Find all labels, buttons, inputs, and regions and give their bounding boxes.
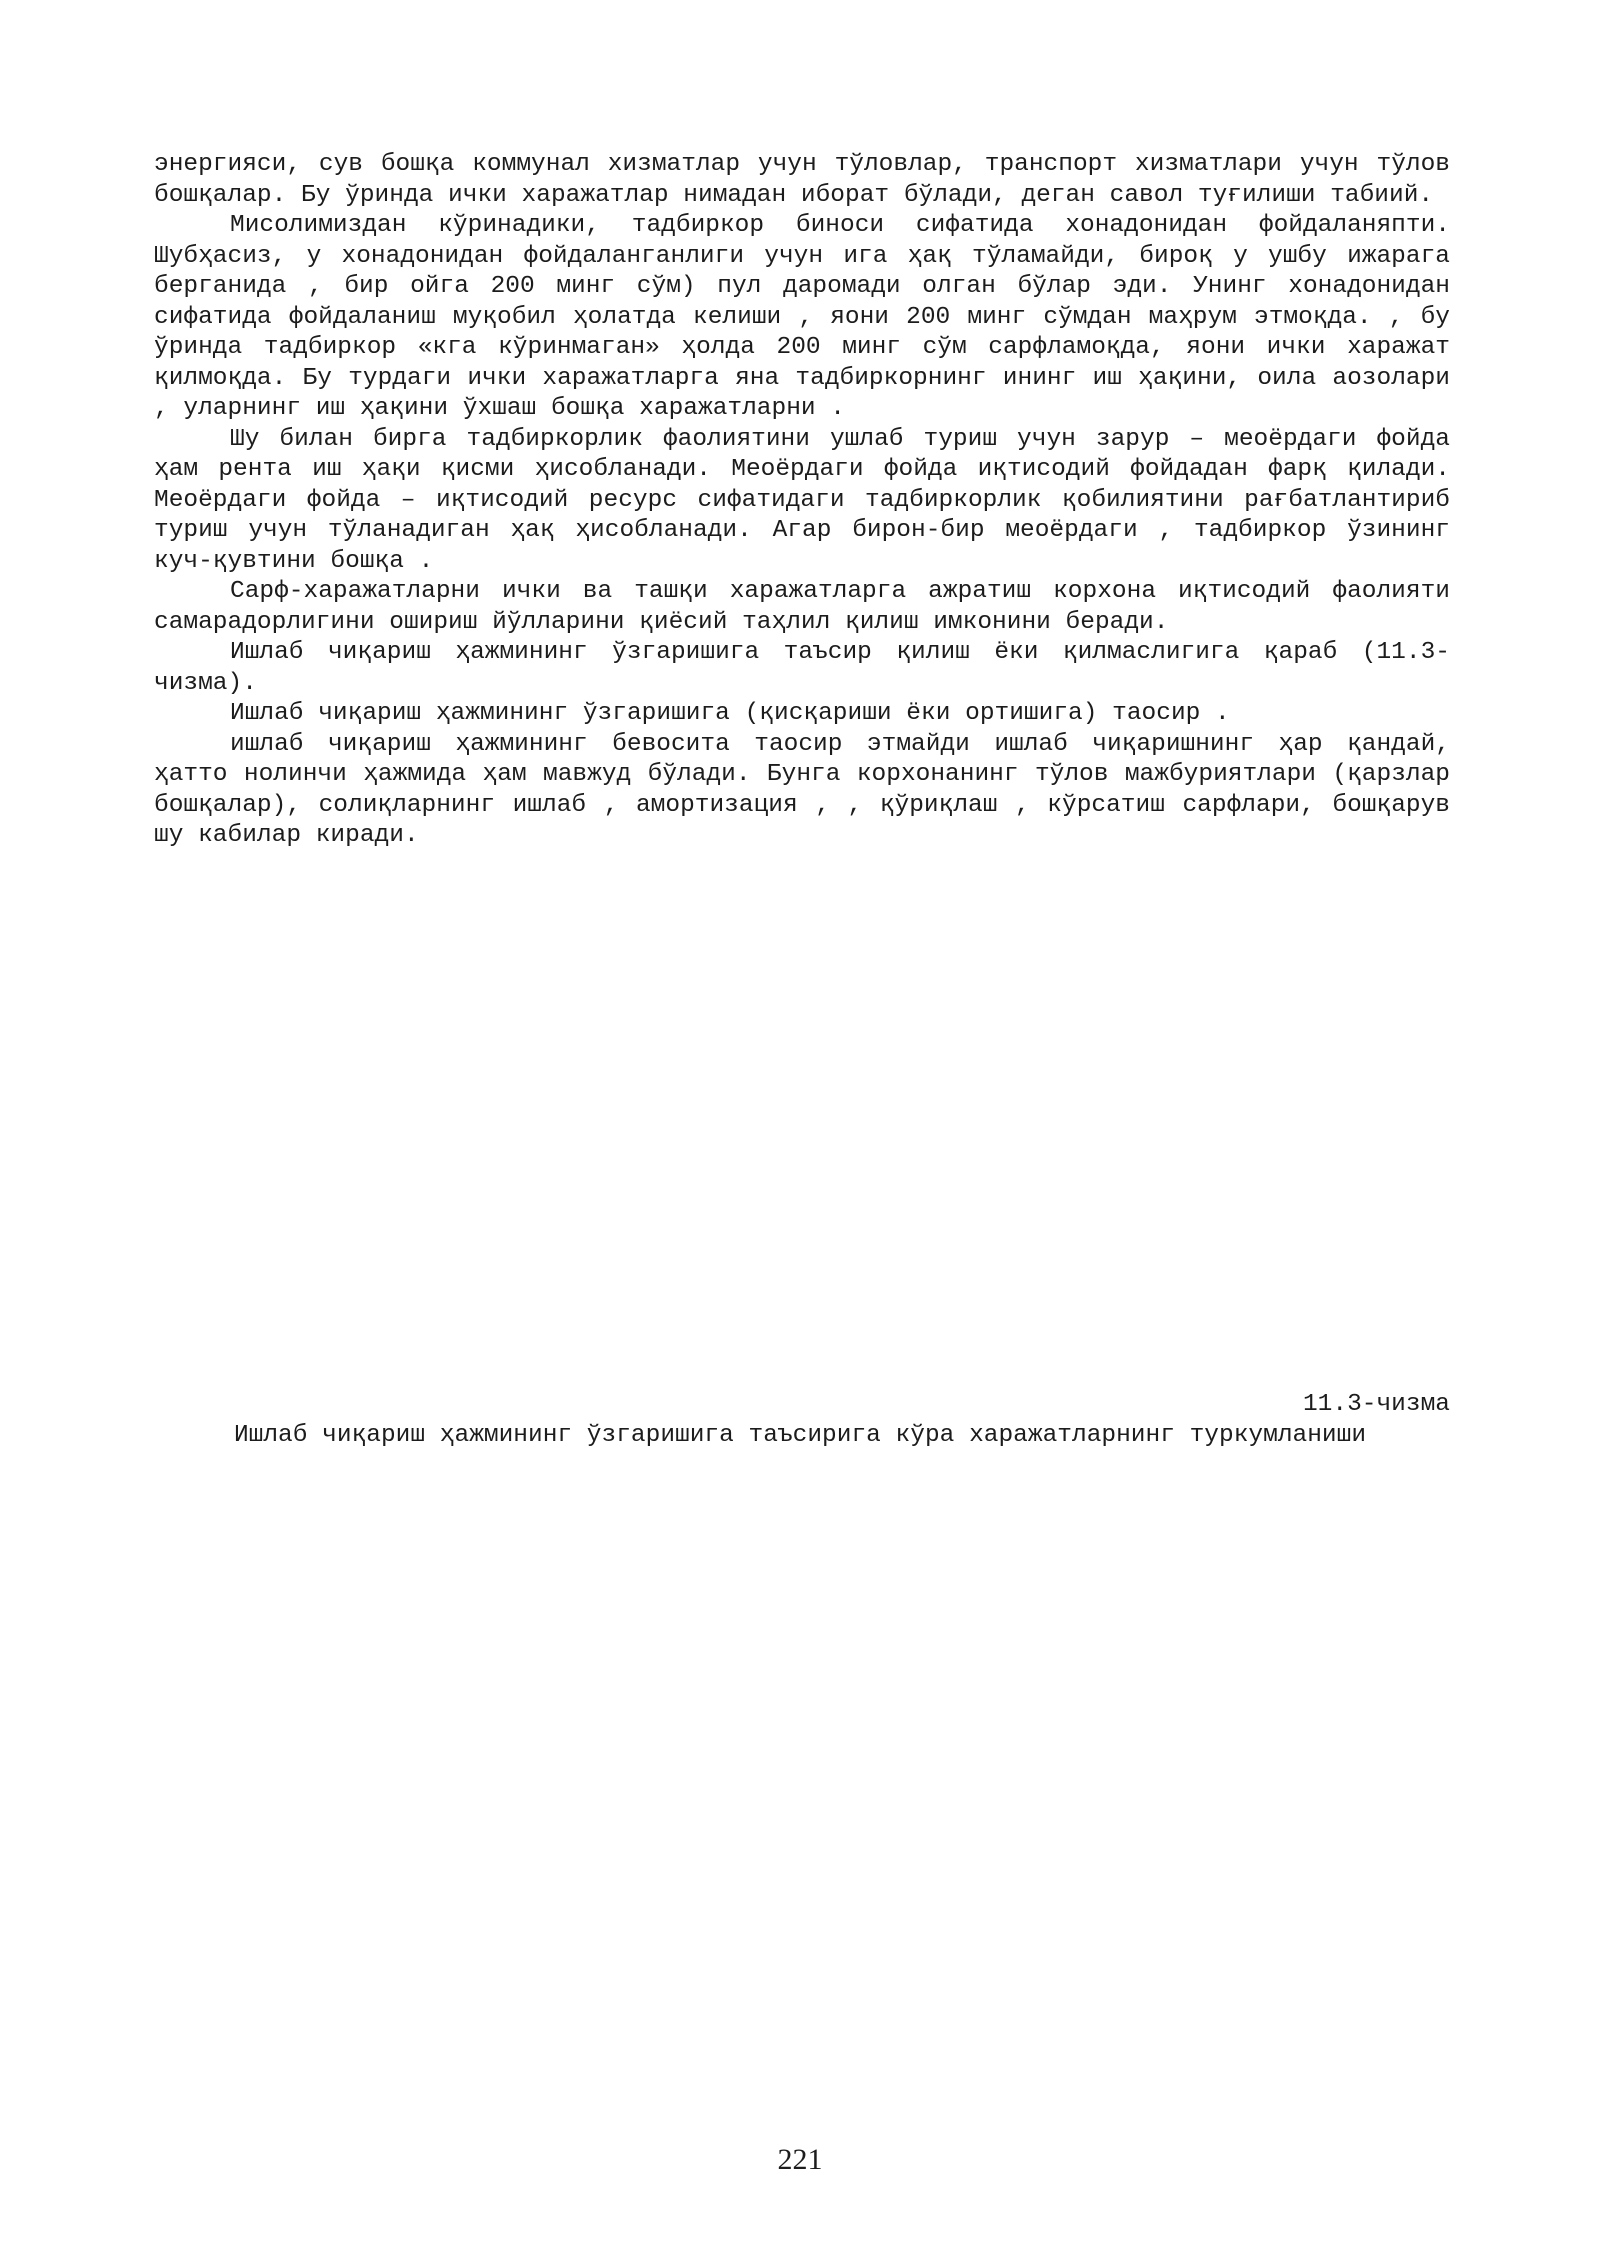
paragraph: Мисолимиздан кўринадики, тадбиркор биноси сифатида хонадонидан фойдаланяпти. Шубҳасиз, у хонадонидан фойдаланганлиги учун ига ҳақ тўламайди, бироқ у ушбу ижарага берганида , бир ойга 200 минг сўм) пул даромади олган бўлар эди. Унинг хонадонидан сифатида фойдаланиш муқобил ҳолатда келиши , яони 200 минг сўмдан маҳрум этмоқда. , бу ўринда тадбиркор «кга кўринмаган» ҳолда 200 минг сўм сарфламоқда, яони ички харажат қилмоқда. Бу турдаги ички харажатларга яна тадбиркорнинг ининг иш ҳақини, оила аозолари , уларнинг иш ҳақини ўхшаш бошқа харажатларни . xyxy=(154,212,1450,422)
figure-number: 11.3-чизма xyxy=(1302,1391,1450,1418)
page-number: 221 xyxy=(777,2143,823,2176)
paragraph: Шу билан бирга тадбиркорлик фаолиятини ушлаб туриш учун зарур – меоёрдаги фойда ҳам рента иш ҳақи қисми ҳисобланади. Меоёрдаги фойда иқтисодий фойдадан фарқ қилади. Меоёрдаги фойда – иқтисодий ресурс сифатидаги тадбиркорлик қобилиятини рағбатлантириб туриш учун тўланадиган ҳақ ҳисобланади. Агар бирон-бир меоёрдаги , тадбиркор ўзининг куч-қувтини бошқа . xyxy=(154,425,1450,575)
paragraph: Ишлаб чиқариш ҳажмининг ўзгаришига таъсир қилиш ёки қилмаслигига қараб (11.3-чизма). xyxy=(154,639,1450,697)
figure-caption: Ишлаб чиқариш ҳажмининг ўзгаришига таъсирига кўра харажатларнинг туркумланиши xyxy=(233,1422,1367,1449)
figure-placeholder xyxy=(154,1460,1450,2060)
body-text xyxy=(154,150,1450,852)
paragraph: Сарф-харажатларни ички ва ташқи харажатларга ажратиш корхона иқтисодий фаолияти самарадорлигини ошириш йўлларини қиёсий таҳлил қилиш имконини беради. xyxy=(154,578,1450,636)
paragraph: энергияси, сув бошқа коммунал хизматлар учун тўловлар, транспорт хизматлари учун тўлов бошқалар. Бу ўринда ички харажатлар нимадан иборат бўлади, деган савол туғилиши табиий. xyxy=(154,151,1450,209)
paragraph: ишлаб чиқариш ҳажмининг бевосита таосир этмайди ишлаб чиқаришнинг ҳар қандай, ҳатто нолинчи ҳажмида ҳам мавжуд бўлади. Бунга корхонанинг тўлов мажбуриятлари (қарзлар бошқалар), солиқларнинг ишлаб , амортизация , , қўриқлаш , кўрсатиш сарфлари, бошқарув шу кабилар киради. xyxy=(154,730,1450,849)
paragraph: Ишлаб чиқариш ҳажмининг ўзгаришига (қисқариши ёки ортишига) таосир . xyxy=(230,700,1230,727)
